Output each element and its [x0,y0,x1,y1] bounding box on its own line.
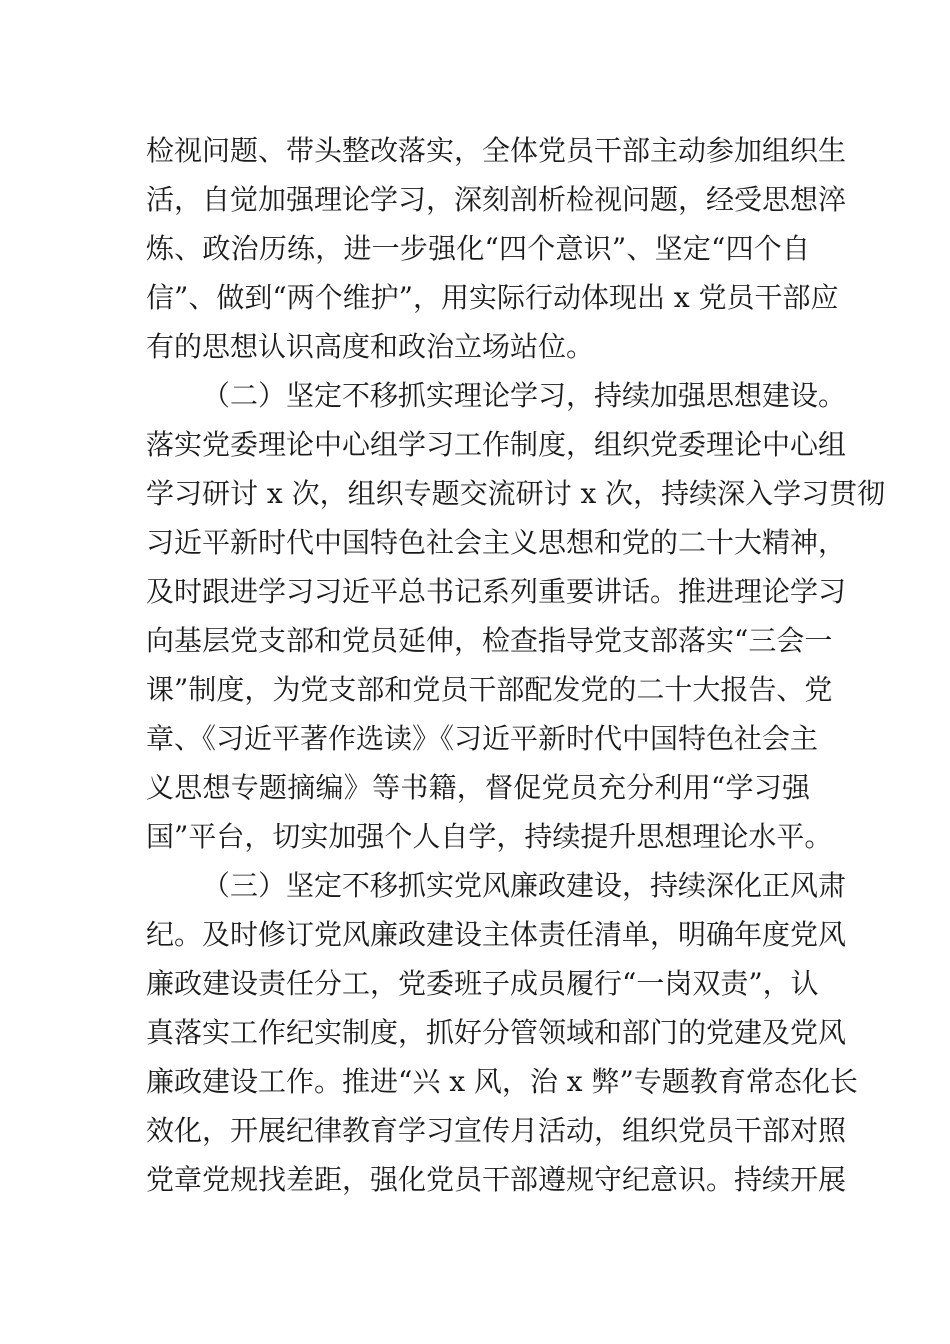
paragraph-2 [146,371,886,861]
paragraph-line: 落实党委理论中心组学习工作制度，组织党委理论中心组 [146,428,847,461]
paragraph-line: 党章党规找差距，强化党员干部遵规守纪意识。持续开展 [146,1163,847,1196]
paragraph-line: 章、《习近平著作选读》《习近平新时代中国特色社会主 [146,722,819,755]
paragraph-line: 廉政建设责任分工，党委班子成员履行“一岗双责”，认 [146,967,819,1000]
paragraph-line: 廉政建设工作。推进“兴 x 风，治 x 弊”专题教育常态化长 [146,1065,858,1098]
paragraph-line: 信”、做到“两个维护”，用实际行动体现出 x 党员干部应 [146,281,839,314]
paragraph-line: 及时跟进学习习近平总书记系列重要讲话。推进理论学习 [146,575,847,608]
paragraph-1 [146,126,847,371]
section-heading-2: （二）坚定不移抓实理论学习，持续加强思想建设。 [202,379,847,412]
paragraph-line: 国”平台，切实加强个人自学，持续提升思想理论水平。 [146,820,833,853]
paragraph-line: 课”制度，为党支部和党员干部配发党的二十大报告、党 [146,673,833,706]
paragraph-line: 炼、政治历练，进一步强化“四个意识”、坚定“四个自 [146,232,810,265]
paragraph-line: 向基层党支部和党员延伸，检查指导党支部落实“三会一 [146,624,833,657]
paragraph-line: 义思想专题摘编》等书籍，督促党员充分利用“学习强 [146,771,810,804]
paragraph-line: 检视问题、带头整改落实，全体党员干部主动参加组织生 [146,134,847,167]
paragraph-line: 纪。及时修订党风廉政建设主体责任清单，明确年度党风 [146,918,847,951]
paragraph-line: 真落实工作纪实制度，抓好分管领域和部门的党建及党风 [146,1016,847,1049]
paragraph-line: 活，自觉加强理论学习，深刻剖析检视问题，经受思想淬 [146,183,847,216]
section-heading-3: （三）坚定不移抓实党风廉政建设，持续深化正风肃 [202,869,847,902]
paragraph-3 [146,861,858,1204]
document-body [146,126,886,1204]
paragraph-line: 习近平新时代中国特色社会主义思想和党的二十大精神， [146,526,847,559]
paragraph-line: 效化，开展纪律教育学习宣传月活动，组织党员干部对照 [146,1114,847,1147]
paragraph-line: 学习研讨 x 次，组织专题交流研讨 x 次，持续深入学习贯彻 [146,477,886,510]
paragraph-line: 有的思想认识高度和政治立场站位。 [146,330,595,363]
